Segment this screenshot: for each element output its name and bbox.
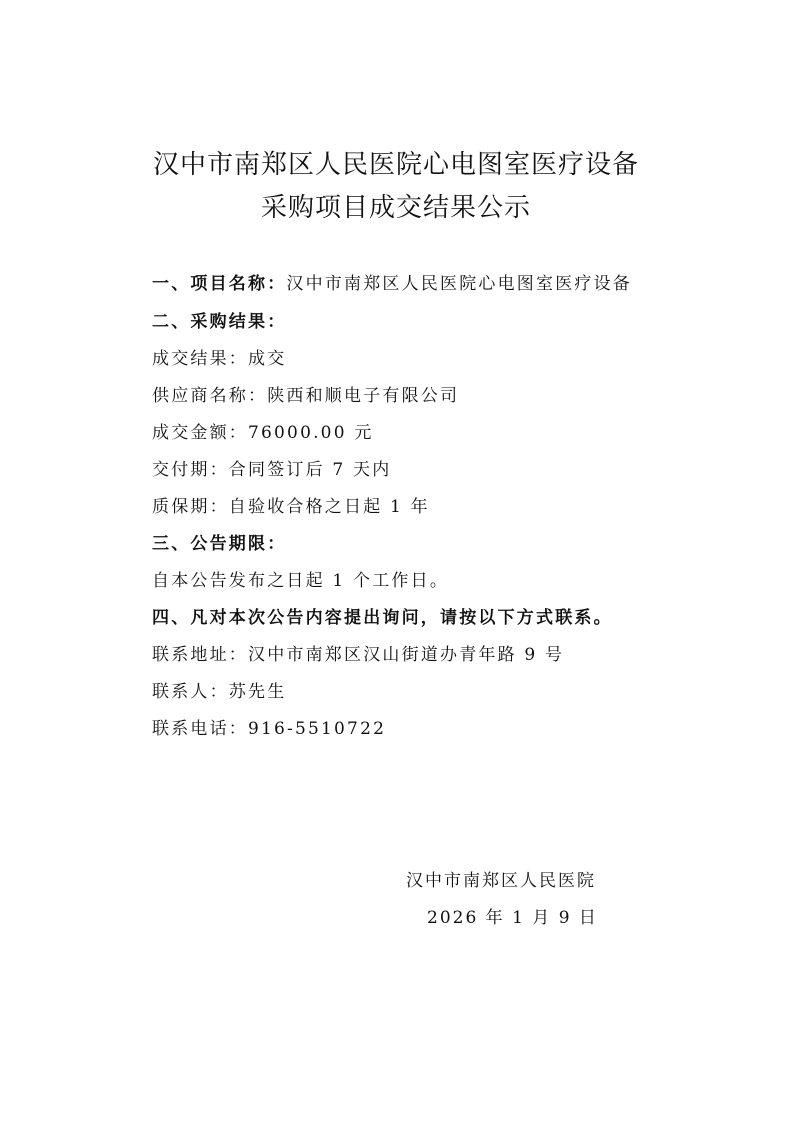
warranty-period-line: 质保期：自验收合格之日起 1 年 (152, 497, 430, 517)
signature-organization: 汉中市南郑区人民医院 (406, 871, 596, 891)
section-announcement-period-heading: 三、公告期限： (152, 534, 287, 554)
contact-phone-line: 联系电话：916-5510722 (152, 719, 387, 739)
deal-amount-line: 成交金额：76000.00 元 (152, 423, 374, 443)
supplier-name-line: 供应商名称：陕西和顺电子有限公司 (152, 386, 460, 406)
contact-person-line: 联系人：苏先生 (152, 682, 287, 702)
document-title-line1: 汉中市南郑区人民医院心电图室医疗设备 (152, 150, 639, 180)
section-project-name-value: 汉中市南郑区人民医院心电图室医疗设备 (286, 274, 633, 294)
section-project-name-label: 一、项目名称： (152, 274, 287, 294)
section-contact-heading: 四、凡对本次公告内容提出询问，请按以下方式联系。 (152, 608, 613, 628)
section-project-name (152, 274, 632, 294)
delivery-period-line: 交付期：合同签订后 7 天内 (152, 460, 392, 480)
section-procurement-result-heading: 二、采购结果： (152, 312, 287, 332)
signature-date: 2026 年 1 月 9 日 (427, 908, 598, 928)
announcement-period-line: 自本公告发布之日起 1 个工作日。 (152, 571, 450, 591)
deal-result-line: 成交结果：成交 (152, 349, 287, 369)
contact-address-line: 联系地址：汉中市南郑区汉山街道办青年路 9 号 (152, 645, 565, 665)
document-title-line2: 采购项目成交结果公示 (260, 193, 531, 223)
